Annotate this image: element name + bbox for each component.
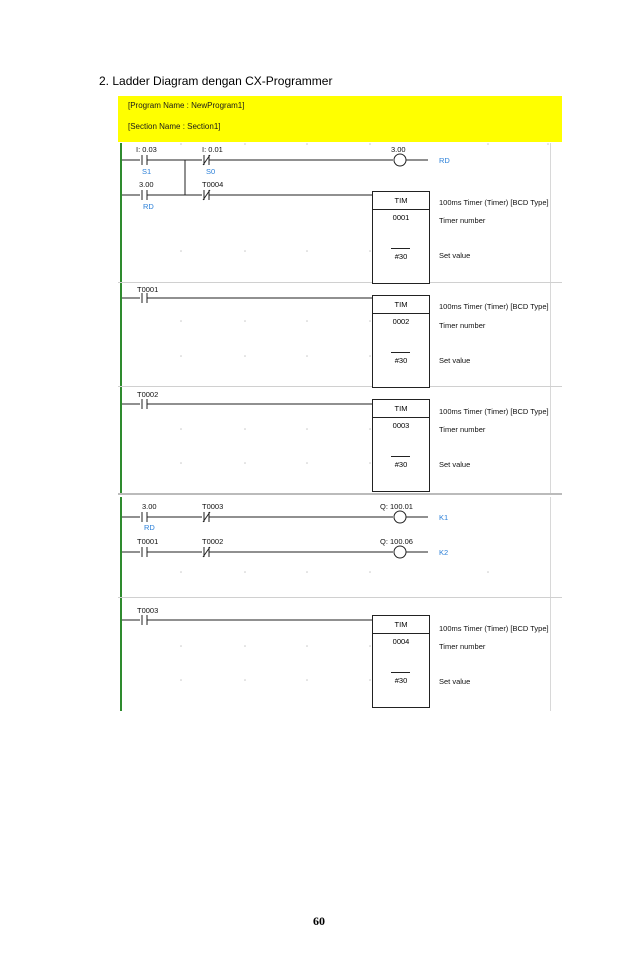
contact-comment: RD bbox=[144, 523, 155, 532]
timer-set-value: #30 bbox=[394, 252, 408, 261]
timer-divider bbox=[373, 313, 429, 314]
timer-set-label: Set value bbox=[439, 356, 471, 365]
contact-address: T0002 bbox=[137, 390, 159, 399]
timer-block bbox=[372, 615, 430, 708]
timer-set-label: Set value bbox=[439, 677, 471, 686]
timer-instruction: TIM bbox=[394, 404, 408, 413]
timer-set-bar bbox=[391, 352, 410, 353]
timer-number: 0003 bbox=[392, 421, 410, 430]
timer-set-bar bbox=[391, 456, 410, 457]
program-name: [Program Name : NewProgram1] bbox=[128, 101, 245, 110]
timer-set-label: Set value bbox=[439, 251, 471, 260]
timer-block bbox=[372, 191, 430, 284]
timer-description: 100ms Timer (Timer) [BCD Type] bbox=[439, 198, 549, 207]
contact-address: T0002 bbox=[202, 537, 224, 546]
timer-set-label: Set value bbox=[439, 460, 471, 469]
contact-address: T0003 bbox=[202, 502, 224, 511]
coil-address: 3.00 bbox=[391, 145, 406, 154]
coil-address: Q: 100.06 bbox=[380, 537, 413, 546]
timer-set-value: #30 bbox=[394, 356, 408, 365]
timer-number: 0002 bbox=[392, 317, 410, 326]
timer-number-label: Timer number bbox=[439, 425, 486, 434]
timer-description: 100ms Timer (Timer) [BCD Type] bbox=[439, 407, 549, 416]
timer-number-label: Timer number bbox=[439, 321, 486, 330]
section-name: [Section Name : Section1] bbox=[128, 122, 221, 131]
contact-address: 3.00 bbox=[142, 502, 157, 511]
contact-address: T0004 bbox=[202, 180, 224, 189]
coil-comment: K2 bbox=[439, 548, 449, 557]
contact-comment: S0 bbox=[206, 167, 216, 176]
contact-address: T0001 bbox=[137, 285, 159, 294]
timer-number: 0001 bbox=[392, 213, 410, 222]
contact-address: I: 0.01 bbox=[202, 145, 223, 154]
timer-number-label: Timer number bbox=[439, 642, 486, 651]
ladder-diagram bbox=[118, 96, 562, 711]
coil-comment: K1 bbox=[439, 513, 449, 522]
timer-set-value: #30 bbox=[394, 676, 408, 685]
contact-comment: RD bbox=[143, 202, 154, 211]
timer-number-label: Timer number bbox=[439, 216, 486, 225]
timer-divider bbox=[373, 417, 429, 418]
coil-address: Q: 100.01 bbox=[380, 502, 413, 511]
contact-address: T0003 bbox=[137, 606, 159, 615]
contact-comment: S1 bbox=[142, 167, 152, 176]
contact-address: I: 0.03 bbox=[136, 145, 157, 154]
contact-address: T0001 bbox=[137, 537, 159, 546]
timer-description: 100ms Timer (Timer) [BCD Type] bbox=[439, 302, 549, 311]
timer-divider bbox=[373, 209, 429, 210]
timer-description: 100ms Timer (Timer) [BCD Type] bbox=[439, 624, 549, 633]
ladder-wires bbox=[118, 96, 562, 711]
timer-divider bbox=[373, 633, 429, 634]
contact-address: 3.00 bbox=[139, 180, 154, 189]
timer-instruction: TIM bbox=[394, 620, 408, 629]
section-heading: 2. Ladder Diagram dengan CX-Programmer bbox=[99, 74, 333, 88]
coil-comment: RD bbox=[439, 156, 450, 165]
timer-instruction: TIM bbox=[394, 196, 408, 205]
timer-block bbox=[372, 399, 430, 492]
timer-number: 0004 bbox=[392, 637, 410, 646]
timer-set-bar bbox=[391, 672, 410, 673]
timer-set-value: #30 bbox=[394, 460, 408, 469]
timer-set-bar bbox=[391, 248, 410, 249]
timer-block bbox=[372, 295, 430, 388]
page-number: 60 bbox=[313, 914, 325, 928]
timer-instruction: TIM bbox=[394, 300, 408, 309]
